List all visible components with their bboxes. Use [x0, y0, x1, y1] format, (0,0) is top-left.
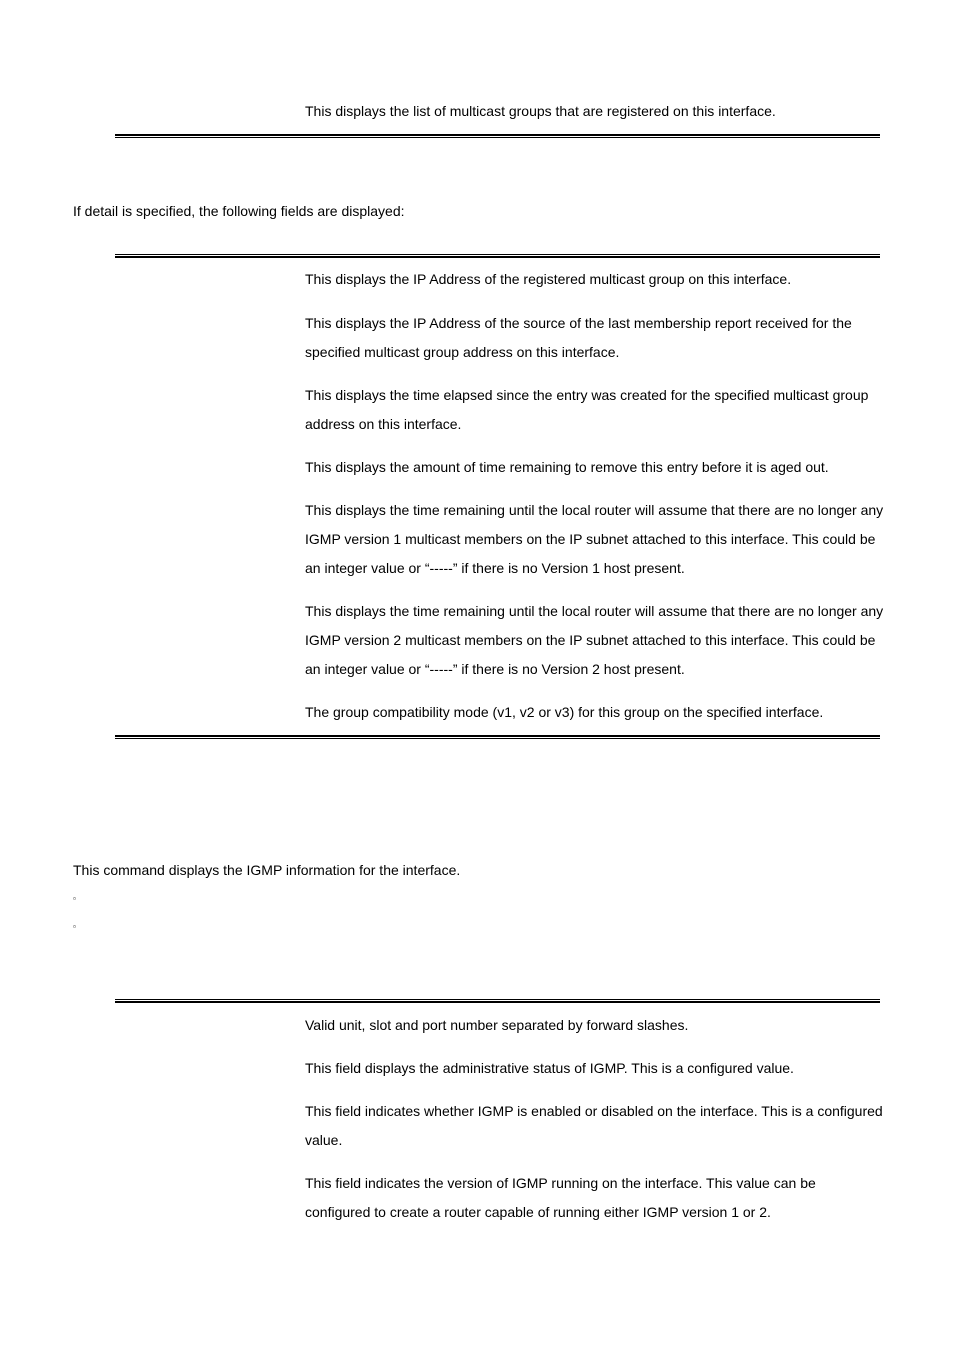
- table-top-rule: [115, 999, 880, 1003]
- table2-row-description: This displays the time remaining until the local router will assume that there are no longer any IGMP version 1 multicast members on the IP subnet attached to this interface. This could be an integer value or “-----” if there is no Version 1 host present.: [305, 502, 884, 576]
- table2-row-description: This displays the IP Address of the registered multicast group on this interface.: [305, 271, 792, 287]
- table2-row-description: This displays the time elapsed since the entry was created for the specified multicast group address on this interface.: [305, 387, 869, 432]
- table1-row-description: This displays the list of multicast groups that are registered on this interface.: [305, 103, 776, 119]
- table2-row-description: This displays the IP Address of the source of the last membership report received for the specified multicast group address on this interface.: [305, 315, 852, 360]
- table2-row-description: This displays the time remaining until the local router will assume that there are no longer any IGMP version 2 multicast members on the IP subnet attached to this interface. This could be an integer value or “-----” if there is no Version 2 host present.: [305, 603, 884, 677]
- command-description-text: This command displays the IGMP information for the interface.: [73, 862, 461, 878]
- table2-row-description: This displays the amount of time remaining to remove this entry before it is aged out.: [305, 459, 829, 475]
- table-top-rule: [115, 254, 880, 258]
- table-bottom-rule: [115, 134, 880, 138]
- bullet-marker: ▫: [73, 894, 76, 903]
- bullet-marker: ▫: [73, 922, 76, 931]
- table3-row-description: Valid unit, slot and port number separated by forward slashes.: [305, 1017, 689, 1033]
- table3-row-description: This field indicates the version of IGMP running on the interface. This value can be configured to create a router capable of running either IGMP version 1 or 2.: [305, 1175, 816, 1220]
- table-bottom-rule: [115, 735, 880, 739]
- table3-row-description: This field displays the administrative status of IGMP. This is a configured value.: [305, 1060, 794, 1076]
- table3-row-description: This field indicates whether IGMP is enabled or disabled on the interface. This is a configured value.: [305, 1103, 883, 1148]
- table2-row-description: The group compatibility mode (v1, v2 or v3) for this group on the specified interface.: [305, 704, 824, 720]
- detail-intro-text: If detail is specified, the following fields are displayed:: [73, 203, 405, 219]
